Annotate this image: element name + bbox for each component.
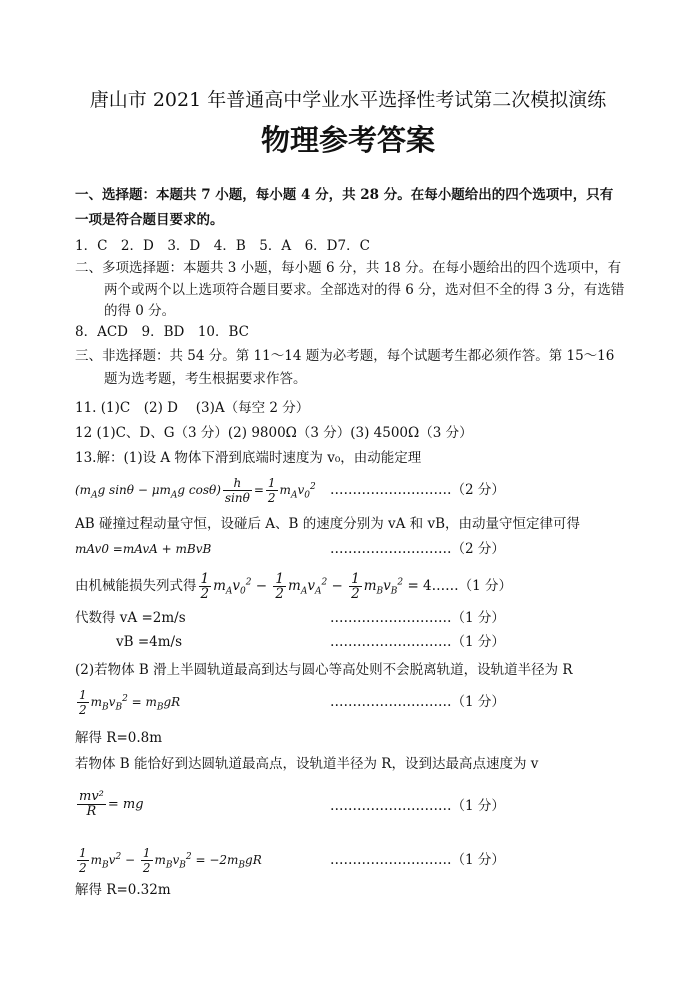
q13-result-2: 解得 R=0.32m bbox=[75, 882, 171, 898]
q13-score-2: ………………………（2 分） bbox=[330, 541, 505, 557]
exam-title: 唐山市 2021 年普通高中学业水平选择性考试第二次模拟演练 bbox=[89, 89, 607, 111]
q13-score-6: ………………………（1 分） bbox=[330, 798, 505, 814]
q13-part2-equation: $\frac{1}{2}$ $m_Bv_B^2 = m_BgR$ bbox=[79, 688, 181, 717]
q13-score-4: ………………………（1 分） bbox=[330, 634, 505, 650]
q13-intro: 13.解：(1)设 A 物体下滑到底端时速度为 v₀，由动能定理 bbox=[75, 450, 422, 466]
document-title: 物理参考答案 bbox=[260, 123, 435, 157]
section1-heading-line1: 一、选择题：本题共 7 小题，每小题 4 分，共 28 分。在每小题给出的四个选项中，只有 bbox=[75, 187, 614, 203]
energy-eq-tail: = 4……（1 分） bbox=[407, 578, 513, 594]
q13-result-1: 解得 R=0.8m bbox=[75, 730, 163, 746]
section2-heading-line1: 二、多项选择题：本题共 3 小题，每小题 6 分，共 18 分。在每小题给出的四个选项中，有 bbox=[75, 260, 622, 276]
section2-heading-line2: 两个或两个以上选项符合题目要求。全部选对的得 6 分，选对但不全的得 3 分，有选错 bbox=[104, 282, 625, 298]
q13-circular-equation: $\frac{\text{mv²}}{R}$ = mg bbox=[79, 789, 144, 819]
section3-heading-line1: 三、非选择题：共 54 分。第 11～14 题为必考题，每个试题考生都必须作答。第 15～16 bbox=[75, 348, 615, 364]
q11-answer: 11. (1)C (2) D (3)A（每空 2 分） bbox=[75, 400, 310, 416]
eq1-tail: g cosθ) bbox=[177, 483, 221, 497]
q13-kinetic-energy-equation: ($m_Ag$ $\sin\theta - \mu m_Ag$ cosθ) $\frac{h}{\sin\theta}$ = $\frac{1}{2}$ $m_Av_0^2$ bbox=[75, 476, 316, 505]
q13-score-3: ………………………（1 分） bbox=[330, 610, 505, 626]
q13-momentum-equation: mAv0 =mAvA + mBvB bbox=[75, 542, 212, 556]
q13-part3-text: 若物体 B 能恰好到达圆轨道最高点，设轨道半径为 R，设到达最高点速度为 v bbox=[75, 756, 539, 772]
q13-energy-line: 由机械能损失列式得 $\frac{1}{2}$ $m_Av_0^2$ − $\frac{1}{2}$ $m_Av_A^2$ − $\frac{1}{2}$ $m_Bv_B^2$ = 4……（1 分） bbox=[75, 571, 513, 602]
q13-momentum-text: AB 碰撞过程动量守恒，设碰后 A、B 的速度分别为 vA 和 vB，由动量守恒定律可得 bbox=[75, 516, 581, 532]
eq1-half-fraction: $\frac{1}{2}$ bbox=[267, 476, 276, 505]
q13-solve-vb: vB =4m/s bbox=[116, 634, 183, 650]
q13-score-5: ………………………（1 分） bbox=[330, 694, 505, 710]
q13-part2-text: (2)若物体 B 滑上半圆轨道最高到达与圆心等高处则不会脱离轨道，设轨道半径为 R bbox=[75, 662, 573, 678]
q13-energy2-equation: $\frac{1}{2}$ $m_Bv^2$ − $\frac{1}{2}$ $m_Bv_B^2 = -2m_BgR$ bbox=[79, 846, 262, 875]
energy-text: 由机械能损失列式得 bbox=[75, 578, 197, 594]
eq1-left: (m bbox=[75, 483, 92, 497]
section2-heading-line3: 的得 0 分。 bbox=[104, 303, 176, 319]
eq1-body: g sinθ − μm bbox=[97, 483, 171, 497]
eq1-height-fraction: $\frac{h}{\sin\theta}$ bbox=[224, 476, 250, 505]
section1-answers: 1．C 2．D 3．D 4．B 5．A 6．D7．C bbox=[75, 238, 370, 254]
q13-score-1: ………………………（2 分） bbox=[330, 482, 505, 498]
q13-score-7: ………………………（1 分） bbox=[330, 852, 505, 868]
circular-fraction: $\frac{\text{mv²}}{R}$ bbox=[79, 789, 104, 819]
q13-solve-va: 代数得 vA =2m/s bbox=[75, 610, 186, 626]
section3-heading-line2: 题为选考题，考生根据要求作答。 bbox=[104, 371, 307, 387]
section2-answers: 8．ACD 9．BD 10．BC bbox=[75, 324, 250, 340]
q12-answer: 12 (1)C、D、G（3 分）(2) 9800Ω（3 分）(3) 4500Ω（3 分） bbox=[75, 425, 473, 441]
section1-heading-line2: 一项是符合题目要求的。 bbox=[75, 212, 224, 228]
